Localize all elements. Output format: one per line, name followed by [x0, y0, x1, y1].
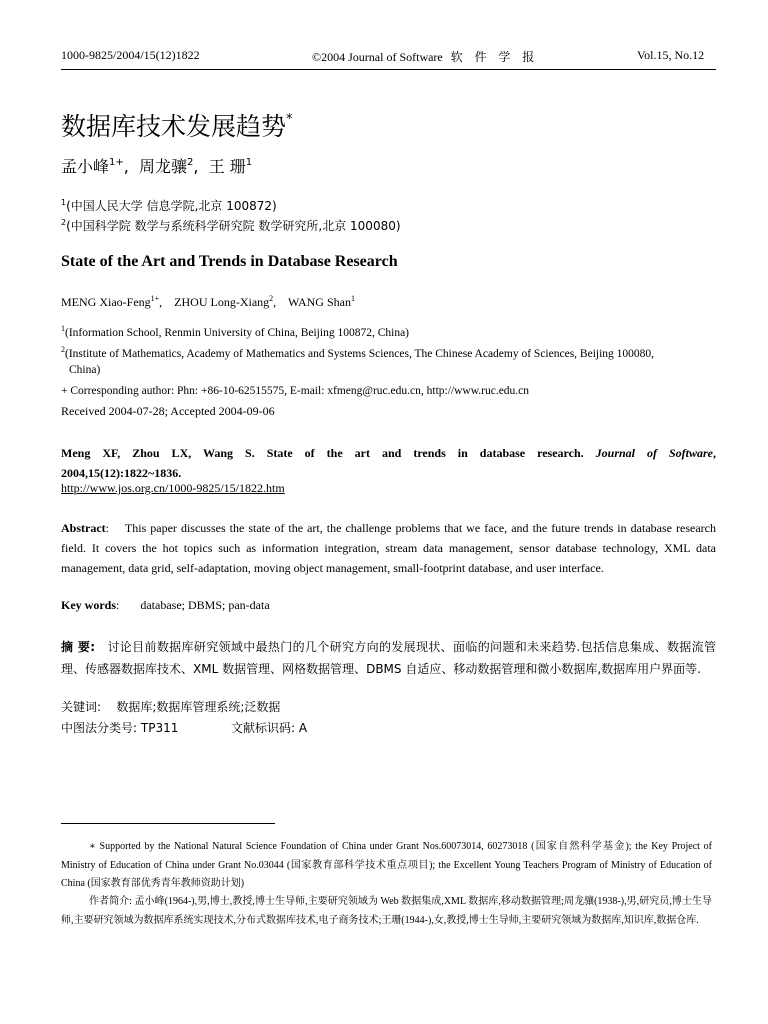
keywords-text: database; DBMS; pan-data — [140, 598, 270, 612]
header-volume: Vol.15, No.12 — [637, 48, 705, 62]
corresponding-author: + Corresponding author: Phn: +86-10-62515575, E-mail: xfmeng@ruc.edu.cn, http://www.ruc.edu.cn — [61, 385, 530, 397]
cn-author-2-sup: 2 — [187, 157, 194, 168]
cn-abstract-label: 摘 要: — [61, 640, 95, 654]
clc-value: TP311 — [140, 721, 179, 735]
cn-author-2: 周龙骧 — [139, 157, 188, 176]
citation-text: Meng XF, Zhou LX, Wang S. State of the art and trends in database research. — [61, 446, 584, 460]
en-authors: MENG Xiao-Feng$^{1+}$, ZHOU Long-Xiang$^2$, WANG Shan$^1$ — [61, 294, 355, 309]
en-author-3-sup: 1 — [350, 294, 355, 303]
en-title: State of the Art and Trends in Database Research — [61, 253, 398, 270]
footnote-rule — [61, 823, 275, 824]
doc-code-label: 文献标识码: — [231, 721, 296, 735]
cn-keywords — [61, 698, 280, 715]
cn-aff-2-sup: 2 — [61, 218, 67, 227]
cn-authors: 孟小峰$^{1+}$, 周龙骧$^2$, 王 珊$^1$ — [61, 157, 253, 176]
cn-author-3-sup: 1 — [245, 157, 253, 168]
footnote-bio: 作者简介: 孟小峰(1964-),男,博士,教授,博士生导师,主要研究领域为 Web 数据集成,XML 数据库,移动数据管理;周龙骧(1938-),男,研究员,博士生导师,主要研究领域为数据库系统实现技术,分布式数据库技术,电子商务技术;王珊(1944-),女,教授,博士生导师,主要研究领域为数据库,知识库,数据仓库. — [61, 896, 712, 926]
en-author-1: MENG Xiao-Feng — [61, 295, 151, 309]
en-author-2: ZHOU Long-Xiang — [174, 295, 270, 309]
cn-keywords-label: 关键词: — [61, 700, 102, 714]
cn-abstract — [61, 636, 716, 680]
en-affiliation-2 — [61, 345, 654, 360]
doc-code-value: A — [298, 721, 308, 735]
cn-author-1: 孟小峰 — [61, 157, 110, 176]
cn-aff-1-sup: 1 — [61, 198, 67, 207]
en-aff-2-sup: 2 — [61, 345, 65, 354]
citation-comma: , — [713, 446, 717, 460]
header-copyright: ©2004 Journal of Software — [312, 50, 443, 64]
cn-affiliation-2 — [61, 217, 401, 234]
en-aff-2-line2: China) — [69, 364, 101, 376]
abstract-label: Abstract — [61, 521, 106, 535]
abstract: Abstract: This paper discusses the state of the art, the challenge problems that we face, and the future trends in database research field. It covers the hot topics such as information integration, stream data management, sensor database technology, XML data management, data grid, self-adaptation, moving object management, small-footprint database, and user interface. — [61, 521, 716, 575]
footnote-support: ∗ Supported by the National Natural Science Foundation of China under Grant Nos.60073014, 60273018 (国家自然科学基金); the Key Project of Ministry of Education of China under Grant No.03044 (国家教育部科学技术重点项目); the Excellent Young Teachers Program of Ministry of Education of China (国家教育部优秀青年教师资助计划) — [61, 841, 712, 889]
keywords: Key words: database; DBMS; pan-data — [61, 598, 270, 612]
doc-code — [231, 719, 307, 736]
cn-author-1-sup: 1+ — [109, 157, 124, 168]
classification — [61, 719, 178, 736]
en-author-3: WANG Shan — [287, 295, 351, 309]
citation-journal: Journal of Software — [595, 446, 714, 460]
cn-title-mark: * — [286, 112, 293, 127]
en-affiliation-1 — [61, 324, 409, 339]
header-issn: 1000-9825/2004/15(12)1822 — [61, 48, 200, 62]
header-rule — [61, 69, 716, 70]
en-aff-2-line1: (Institute of Mathematics, Academy of Mathematics and Systems Sciences, The Chinese Academy of Sciences, Beijing 100080, — [65, 348, 655, 360]
citation — [61, 443, 716, 483]
header-journal — [312, 48, 538, 65]
abstract-text: This paper discusses the state of the art, the challenge problems that we face, and the future trends in database research field. It covers the hot topics such as information integration, stream data management, sensor database technology, XML data management, data grid, self-adaptation, moving object management, small-footprint database, and user interface. — [61, 521, 716, 575]
cn-title-text: 数据库技术发展趋势 — [61, 112, 287, 141]
cn-keywords-text: 数据库;数据库管理系统;泛数据 — [116, 700, 281, 714]
received-dates: Received 2004-07-28; Accepted 2004-09-06 — [61, 404, 275, 418]
cn-title — [61, 107, 293, 143]
en-aff-1-text: (Information School, Renmin University of China, Beijing 100872, China) — [65, 327, 410, 339]
en-author-1-sup: 1+ — [150, 294, 160, 303]
en-author-2-sup: 2 — [269, 294, 274, 303]
en-aff-1-sup: 1 — [61, 324, 65, 333]
cn-author-3: 王 珊 — [208, 157, 246, 176]
clc-label: 中图法分类号: — [61, 721, 138, 735]
cn-abstract-text: 讨论目前数据库研究领域中最热门的几个研究方向的发展现状、面临的问题和未来趋势.包括信息集成、数据流管理、传感器数据库技术、XML 数据管理、网格数据管理、DBMS 自适应、移动数据管理和微小数据库,数据库用户界面等. — [61, 640, 716, 676]
cn-aff-1-text: (中国人民大学 信息学院,北京 100872) — [66, 199, 277, 213]
header-journal-cn: 软 件 学 报 — [450, 50, 539, 64]
citation-line-2: 2004,15(12):1822~1836. — [61, 466, 182, 480]
cn-aff-2-text: (中国科学院 数学与系统科学研究院 数学研究所,北京 100080) — [66, 219, 401, 233]
citation-line-1 — [61, 443, 716, 463]
cn-affiliation-1 — [61, 197, 277, 214]
article-url[interactable]: http://www.jos.org.cn/1000-9825/15/1822.htm — [61, 481, 285, 495]
keywords-label: Key words — [61, 598, 116, 612]
